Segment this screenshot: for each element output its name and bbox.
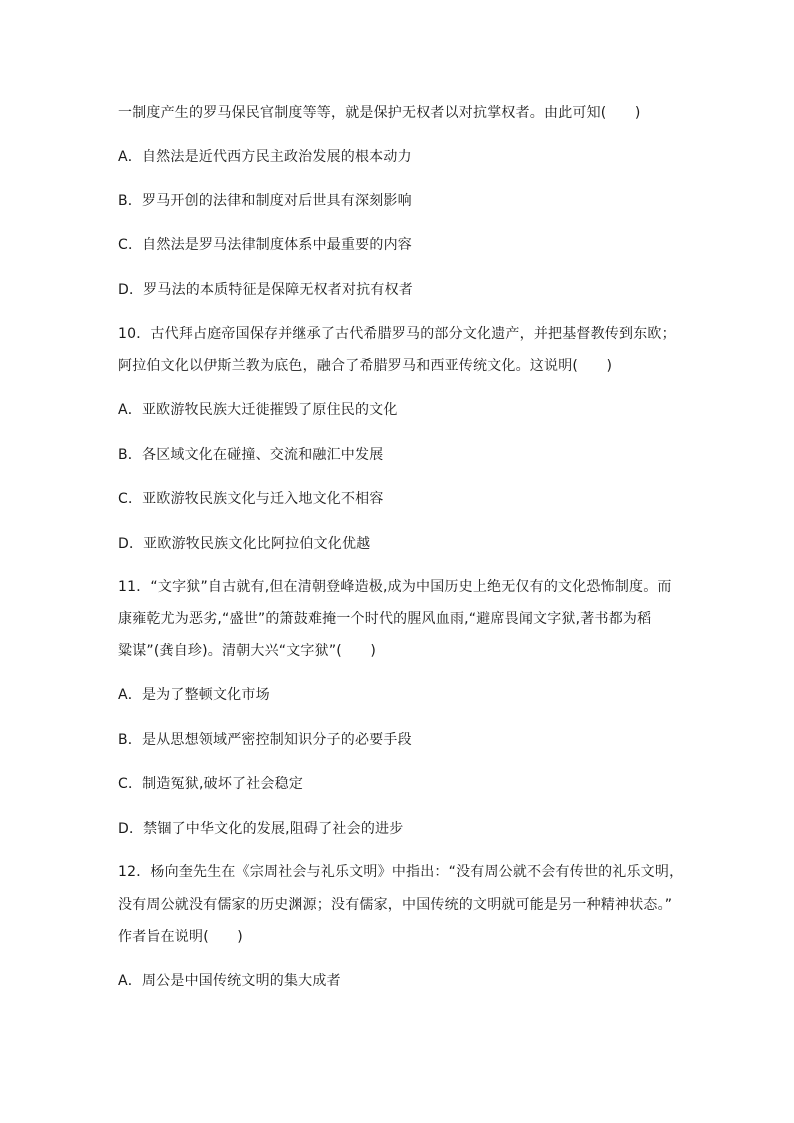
q9-option-a: A．自然法是近代西方民主政治发展的根本动力 — [118, 149, 412, 165]
q11-stem-line-1: 11．“文字狱”自古就有,但在清朝登峰造极,成为中国历史上绝无仅有的文化恐怖制度。而 — [118, 579, 672, 595]
q10-option-c: C．亚欧游牧民族文化与迁入地文化不相容 — [118, 491, 384, 507]
q10-stem-line-1: 10．古代拜占庭帝国保存并继承了古代希腊罗马的部分文化遗产，并把基督教传到东欧； — [118, 326, 676, 342]
q12-stem-line-2: 没有周公就没有儒家的历史渊源；没有儒家，中国传统的文明就可能是另一种精神状态。” — [118, 897, 673, 913]
q10-option-b: B．各区域文化在碰撞、交流和融汇中发展 — [118, 447, 384, 463]
q9-option-b: B．罗马开创的法律和制度对后世具有深刻影响 — [118, 193, 412, 209]
q11-option-d: D．禁锢了中华文化的发展,阻碍了社会的进步 — [118, 821, 404, 837]
q11-option-c: C．制造冤狱,破坏了社会稳定 — [118, 776, 304, 792]
q11-option-b: B．是从思想领域严密控制知识分子的必要手段 — [118, 732, 412, 748]
q9-option-c: C．自然法是罗马法律制度体系中最重要的内容 — [118, 237, 412, 253]
q11-stem-line-2: 康雍乾尤为恶劣,“盛世”的箫鼓难掩一个时代的腥风血雨,“避席畏闻文字狱,著书都为稻 — [118, 611, 652, 627]
q11-stem-line-3: 粱谋”(龚自珍)。清朝大兴“文字狱”( ) — [118, 643, 377, 659]
q10-option-d: D．亚欧游牧民族文化比阿拉伯文化优越 — [118, 536, 371, 552]
q12-option-a: A．周公是中国传统文明的集大成者 — [118, 973, 341, 989]
q10-stem-line-2: 阿拉伯文化以伊斯兰教为底色，融合了希腊罗马和西亚传统文化。这说明( ) — [118, 358, 613, 374]
q9-option-d: D．罗马法的本质特征是保障无权者对抗有权者 — [118, 282, 413, 298]
q11-option-a: A．是为了整顿文化市场 — [118, 687, 270, 703]
q10-option-a: A．亚欧游牧民族大迁徙摧毁了原住民的文化 — [118, 402, 398, 418]
q9-stem-tail: 一制度产生的罗马保民官制度等等，就是保护无权者以对抗掌权者。由此可知( ) — [118, 105, 641, 121]
q12-stem-line-1: 12．杨向奎先生在《宗周社会与礼乐文明》中指出：“没有周公就不会有传世的礼乐文明， — [118, 864, 684, 880]
q12-stem-line-3: 作者旨在说明( ) — [118, 929, 243, 945]
